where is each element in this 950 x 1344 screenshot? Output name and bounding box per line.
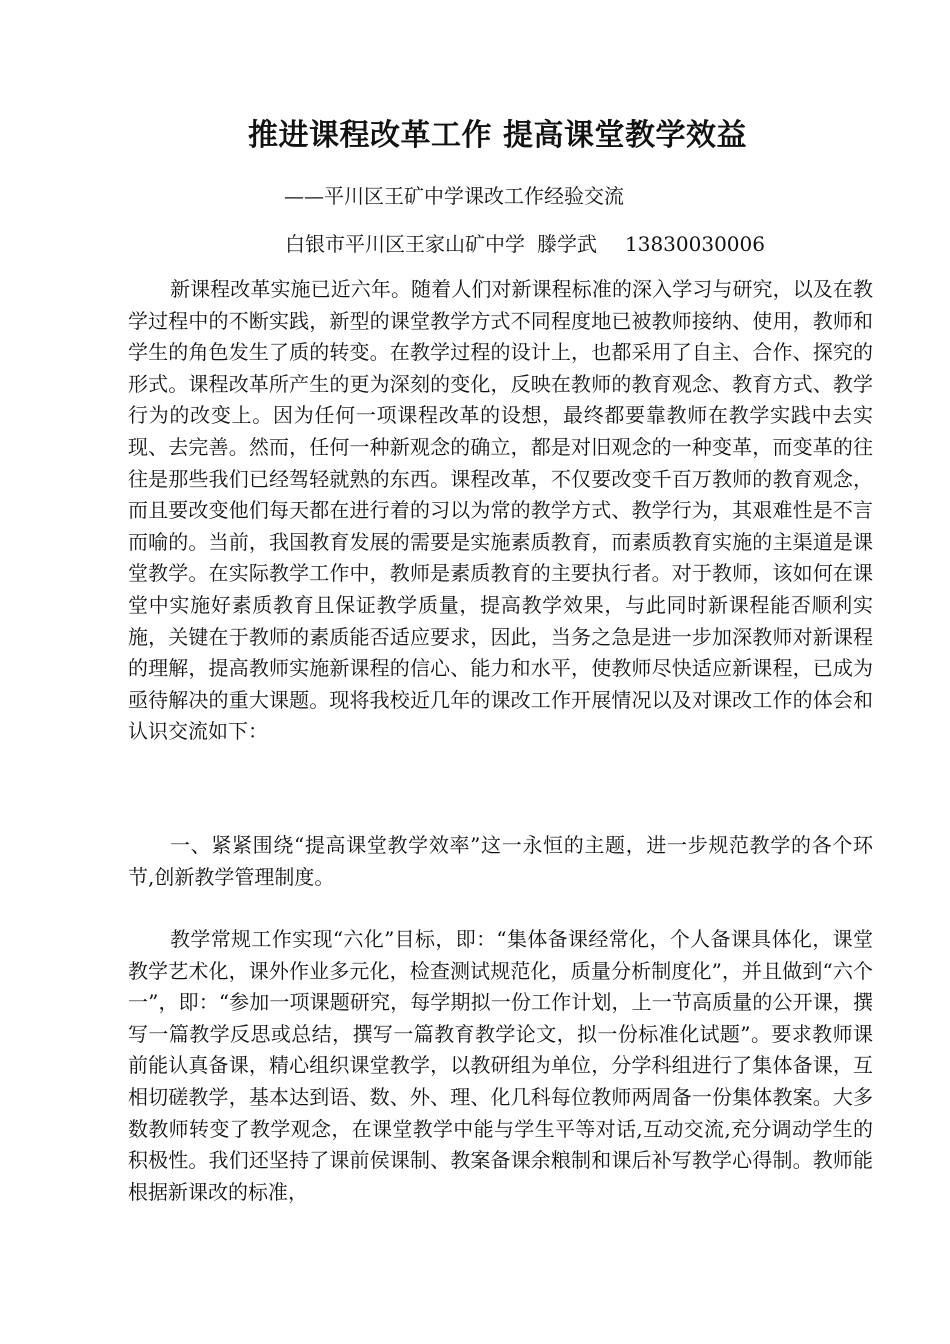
author-school: 白银市平川区王家山矿中学 — [285, 232, 525, 256]
document-subtitle: ——平川区王矿中学课改工作经验交流 — [284, 184, 624, 208]
author-line — [285, 229, 765, 259]
author-name: 滕学武 — [537, 232, 597, 256]
body-paragraph-routine: 教学常规工作实现“六化”目标，即：“集体备课经常化，个人备课具体化，课堂教学艺术化，课外作业多元化，检查测试规范化，质量分析制度化”，并且做到“六个一”，即：“参加一项课题研究，每学期拟一份工作计划，上一节高质量的公开课，撰写一篇教学反思或总结，撰写一篇教育教学论文，拟一份标准化试题”。要求教师课前能认真备课，精心组织课堂教学，以教研组为单位，分学科组进行了集体备课，互相切磋教学，基本达到语、数、外、理、化几科每位教师两周备一份集体教案。大多数教师转变了教学观念，在课堂教学中能与学生平等对话,互动交流,充分调动学生的积极性。我们还坚持了课前侯课制、教案备课余粮制和课后补写教学心得制。教师能根据新课改的标准， — [128, 927, 873, 1204]
section-heading-one: 一、紧紧围绕“提高课堂教学效率”这一永恒的主题，进一步规范教学的各个环节,创新教学管理制度。 — [128, 833, 873, 889]
body-paragraph-intro: 新课程改革实施已近六年。随着人们对新课程标准的深入学习与研究，以及在教学过程中的不断实践，新型的课堂教学方式不同程度地已被教师接纳、使用，教师和学生的角色发生了质的转变。在教学过程的设计上，也都采用了自主、合作、探究的形式。课程改革所产生的更为深刻的变化，反映在教师的教育观念、教育方式、教学行为的改变上。因为任何一项课程改革的设想，最终都要靠教师在教学实践中去实现、去完善。然而，任何一种新观念的确立，都是对旧观念的一种变革，而变革的往往是那些我们已经驾轻就熟的东西。课程改革，不仅要改变千百万教师的教育观念，而且要改变他们每天都在进行着的习以为常的教学方式、教学行为，其艰难性是不言而喻的。当前，我国教育发展的需要是实施素质教育，而素质教育实施的主渠道是课堂教学。在实际教学工作中，教师是素质教育的主要执行者。对于教师，该如何在课堂中实施好素质教育且保证教学质量，提高教学效果，与此同时新课程能否顺利实施，关键在于教师的素质能否适应要求，因此，当务之急是进一步加深教师对新课程的理解，提高教师实施新课程的信心、能力和水平，使教师尽快适应新课程，已成为亟待解决的重大课题。现将我校近几年的课改工作开展情况以及对课改工作的体会和认识交流如下： — [128, 277, 873, 744]
document-title: 推进课程改革工作 提高课堂教学效益 — [248, 118, 747, 153]
author-phone: 13830030006 — [625, 232, 765, 256]
